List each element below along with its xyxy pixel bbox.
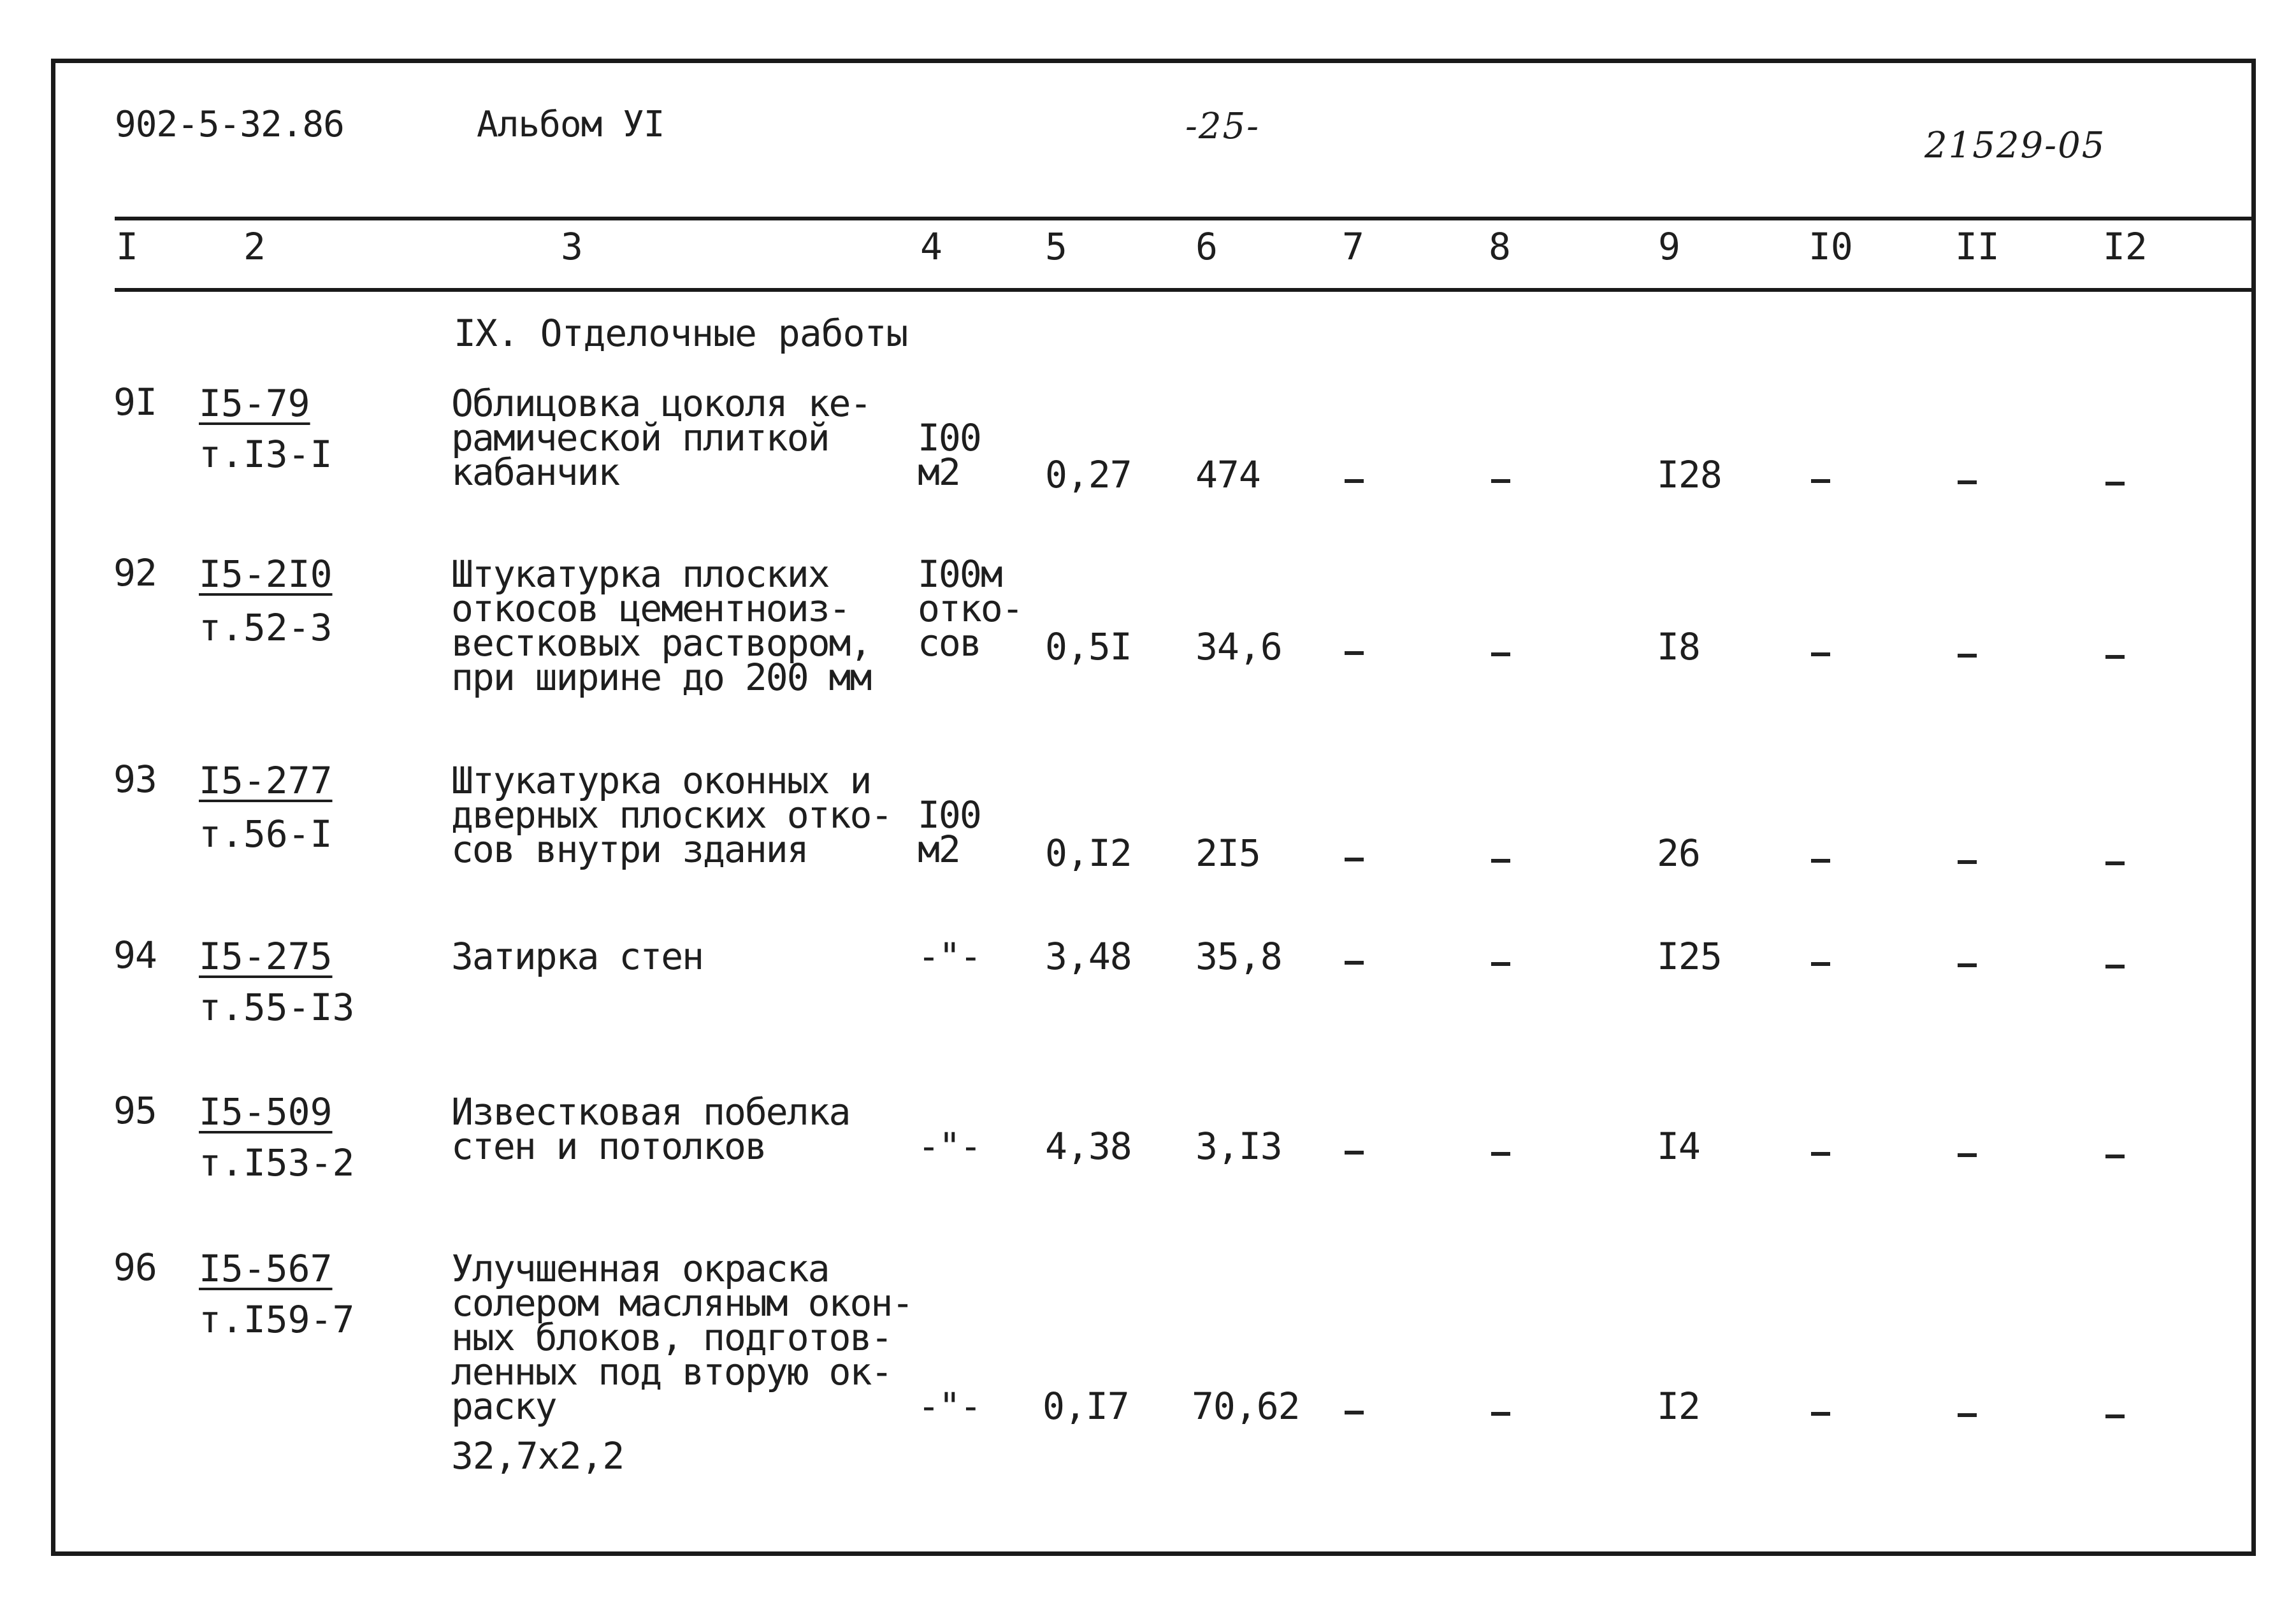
column-number: 9 (1658, 225, 1680, 268)
dash-col11 (1958, 963, 1977, 967)
work-description: Штукатурка плоских откосов цементноиз- вестковых раствором, при ширине до 200 мм (451, 552, 871, 699)
table-reference: т.I53-2 (199, 1141, 355, 1184)
work-description: Известковая побелка стен и потолков (451, 1090, 850, 1168)
dash-col8 (1491, 652, 1510, 656)
col6-value: 3,I3 (1195, 1125, 1282, 1168)
work-description: Улучшенная окраска солером масляным окон- ных блоков, подготов- ленных под вторую ок- раску (451, 1247, 913, 1428)
quantity: 4,38 (1045, 1125, 1132, 1168)
section-title: IX. Отделочные работы (454, 312, 908, 355)
dash-col12 (2105, 861, 2125, 865)
dash-col10 (1811, 1412, 1830, 1416)
norm-reference: I5-79 (199, 382, 310, 425)
row-number: 95 (113, 1089, 157, 1132)
work-description: Штукатурка оконных и дверных плоских отко- сов внутри здания (451, 759, 892, 871)
quantity: 3,48 (1045, 935, 1132, 978)
norm-reference: I5-2I0 (199, 552, 333, 596)
col9-value: I28 (1657, 453, 1722, 496)
col9-value: I25 (1657, 935, 1722, 978)
inventory-number: 21529-05 (1924, 125, 2106, 166)
col6-value: 34,6 (1195, 625, 1282, 668)
column-number: I (116, 225, 138, 268)
column-number: I2 (2103, 225, 2148, 268)
column-number: 5 (1045, 225, 1067, 268)
norm-reference: I5-275 (199, 935, 333, 978)
col6-value: 70,62 (1192, 1385, 1300, 1428)
dash-col8 (1491, 1152, 1510, 1156)
norm-reference: I5-509 (199, 1090, 333, 1133)
column-number: I0 (1809, 225, 1853, 268)
table-reference: т.56-I (199, 812, 333, 856)
unit-of-measure: I00 м2 (918, 416, 981, 494)
quantity: 0,5I (1045, 625, 1132, 668)
album-label: Альбом УI (477, 104, 665, 145)
dash-col10 (1811, 479, 1830, 483)
dash-col7 (1345, 479, 1364, 483)
col9-value: I4 (1657, 1125, 1700, 1168)
calculation-note: 32,7х2,2 (451, 1434, 625, 1478)
row-number: 92 (113, 551, 157, 594)
dash-col8 (1491, 859, 1510, 863)
col9-value: I2 (1657, 1385, 1700, 1428)
row-number: 96 (113, 1246, 157, 1289)
col6-value: 35,8 (1195, 935, 1282, 978)
row-number: 93 (113, 758, 157, 801)
dash-col11 (1958, 654, 1977, 658)
dash-col7 (1345, 651, 1364, 655)
norm-reference: I5-567 (199, 1247, 333, 1290)
dash-col7 (1345, 1411, 1364, 1414)
row-number: 9I (113, 380, 157, 424)
dash-col10 (1811, 962, 1830, 966)
col9-value: I8 (1657, 625, 1700, 668)
dash-col11 (1958, 480, 1977, 484)
dash-col12 (2105, 482, 2125, 486)
unit-of-measure: -"- (918, 1385, 981, 1428)
dash-col8 (1491, 1412, 1510, 1416)
column-number: 3 (561, 225, 583, 268)
col6-value: 2I5 (1195, 831, 1260, 875)
quantity: 0,I7 (1043, 1385, 1129, 1428)
dash-col11 (1958, 1413, 1977, 1417)
header-rule-bottom (115, 288, 2253, 292)
dash-col12 (2105, 1155, 2125, 1158)
unit-of-measure: -"- (918, 935, 981, 978)
dash-col7 (1345, 858, 1364, 861)
table-reference: т.I3-I (199, 433, 333, 476)
dash-col11 (1958, 860, 1977, 864)
quantity: 0,I2 (1045, 831, 1132, 875)
dash-col8 (1491, 962, 1510, 966)
col9-value: 26 (1657, 831, 1700, 875)
unit-of-measure: I00 м2 (918, 793, 981, 871)
norm-reference: I5-277 (199, 759, 333, 802)
page-number: -25- (1185, 106, 1260, 147)
unit-of-measure: -"- (918, 1125, 981, 1168)
column-number: 4 (920, 225, 942, 268)
dash-col10 (1811, 859, 1830, 863)
dash-col12 (2105, 965, 2125, 968)
dash-col7 (1345, 1151, 1364, 1155)
dash-col12 (2105, 1414, 2125, 1418)
dash-col10 (1811, 1152, 1830, 1156)
table-reference: т.52-3 (199, 606, 333, 649)
page-frame (51, 59, 2256, 1556)
quantity: 0,27 (1045, 453, 1132, 496)
work-description: Облицовка цоколя ке- рамической плиткой кабанчик (451, 382, 871, 494)
col6-value: 474 (1195, 453, 1260, 496)
dash-col7 (1345, 961, 1364, 965)
table-reference: т.55-I3 (199, 986, 355, 1029)
doc-code: 902-5-32.86 (115, 104, 344, 145)
dash-col11 (1958, 1153, 1977, 1157)
dash-col12 (2105, 655, 2125, 659)
column-number: 2 (243, 225, 266, 268)
column-number: 8 (1489, 225, 1511, 268)
header-rule-top (115, 217, 2253, 220)
work-description: Затирка стен (451, 935, 704, 978)
dash-col10 (1811, 652, 1830, 656)
column-number: 7 (1342, 225, 1364, 268)
table-reference: т.I59-7 (199, 1298, 355, 1341)
column-number: 6 (1195, 225, 1218, 268)
column-number: II (1955, 225, 2000, 268)
dash-col8 (1491, 479, 1510, 483)
unit-of-measure: I00м отко- сов (918, 552, 1023, 665)
row-number: 94 (113, 933, 157, 977)
